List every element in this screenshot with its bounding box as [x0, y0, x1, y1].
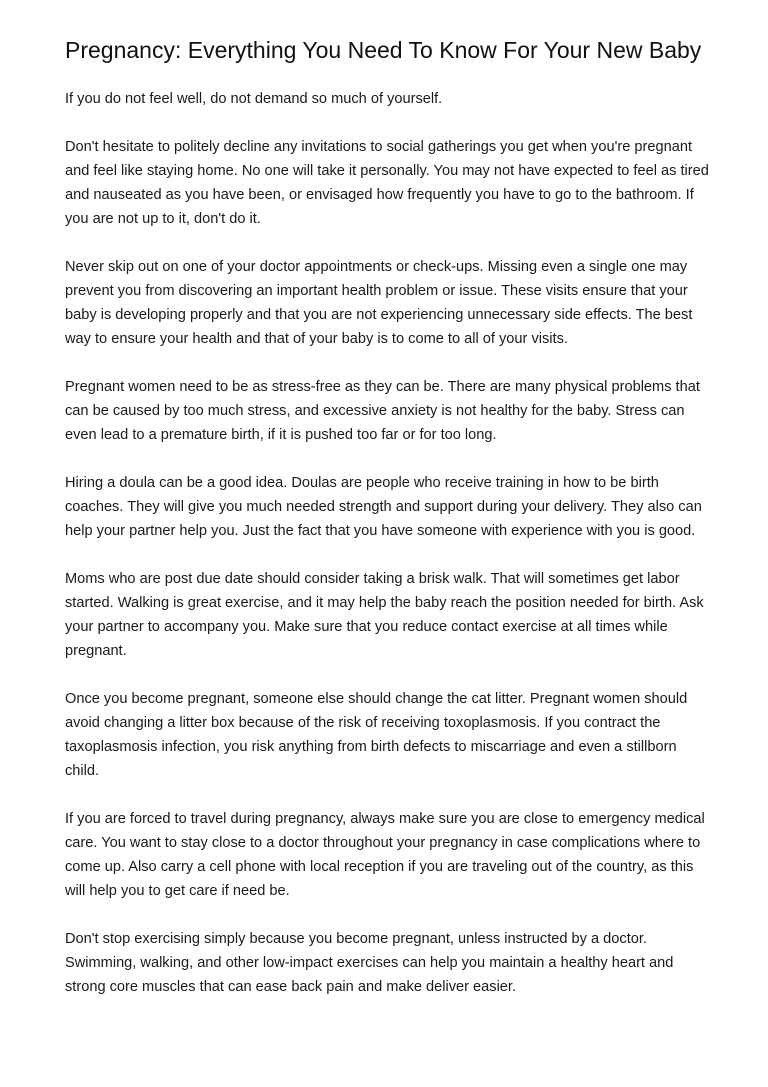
paragraph: Hiring a doula can be a good idea. Doulas are people who receive training in how to be birth coaches. They will give you much needed strength and support during your delivery. They also can help your partner help you. Just the fact that you have someone with experience with you is good.	[65, 475, 702, 539]
paragraph: Once you become pregnant, someone else should change the cat litter. Pregnant women should avoid changing a litter box because of the risk of receiving toxoplasmosis. If you contract the taxoplasmosis infection, you risk anything from birth defects to miscarriage and even a stillborn child.	[65, 691, 688, 779]
document-title: Pregnancy: Everything You Need To Know For Your New Baby	[65, 37, 702, 63]
document-body	[65, 87, 710, 999]
paragraph: Don't stop exercising simply because you become pregnant, unless instructed by a doctor. Swimming, walking, and other low-impact exercises can help you maintain a healthy heart and strong core muscles that can ease back pain and make deliver easier.	[65, 931, 674, 995]
paragraph: Pregnant women need to be as stress-free as they can be. There are many physical problems that can be caused by too much stress, and excessive anxiety is not healthy for the baby. Stress can even lead to a premature birth, if it is pushed too far or for too long.	[65, 379, 700, 443]
paragraph: Moms who are post due date should consider taking a brisk walk. That will sometimes get labor started. Walking is great exercise, and it may help the baby reach the position needed for birth. Ask your partner to accompany you. Make sure that you reduce contact exercise at all times while pregnant.	[65, 571, 704, 659]
paragraph: If you do not feel well, do not demand so much of yourself.	[65, 91, 443, 107]
paragraph: Don't hesitate to politely decline any invitations to social gatherings you get when you're pregnant and feel like staying home. No one will take it personally. You may not have expected to feel as tired and nauseated as you have been, or envisaged how frequently you have to go to the bathroom. If you are not up to it, don't do it.	[65, 139, 709, 227]
paragraph: Never skip out on one of your doctor appointments or check-ups. Missing even a single one may prevent you from discovering an important health problem or issue. These visits ensure that your baby is developing properly and that you are not experiencing unnecessary side effects. The best way to ensure your health and that of your baby is to come to all of your visits.	[65, 259, 693, 347]
paragraph: If you are forced to travel during pregnancy, always make sure you are close to emergency medical care. You want to stay close to a doctor throughout your pregnancy in case complications where to come up. Also carry a cell phone with local reception if you are traveling out of the country, as this will help you to get care if need be.	[65, 811, 705, 899]
